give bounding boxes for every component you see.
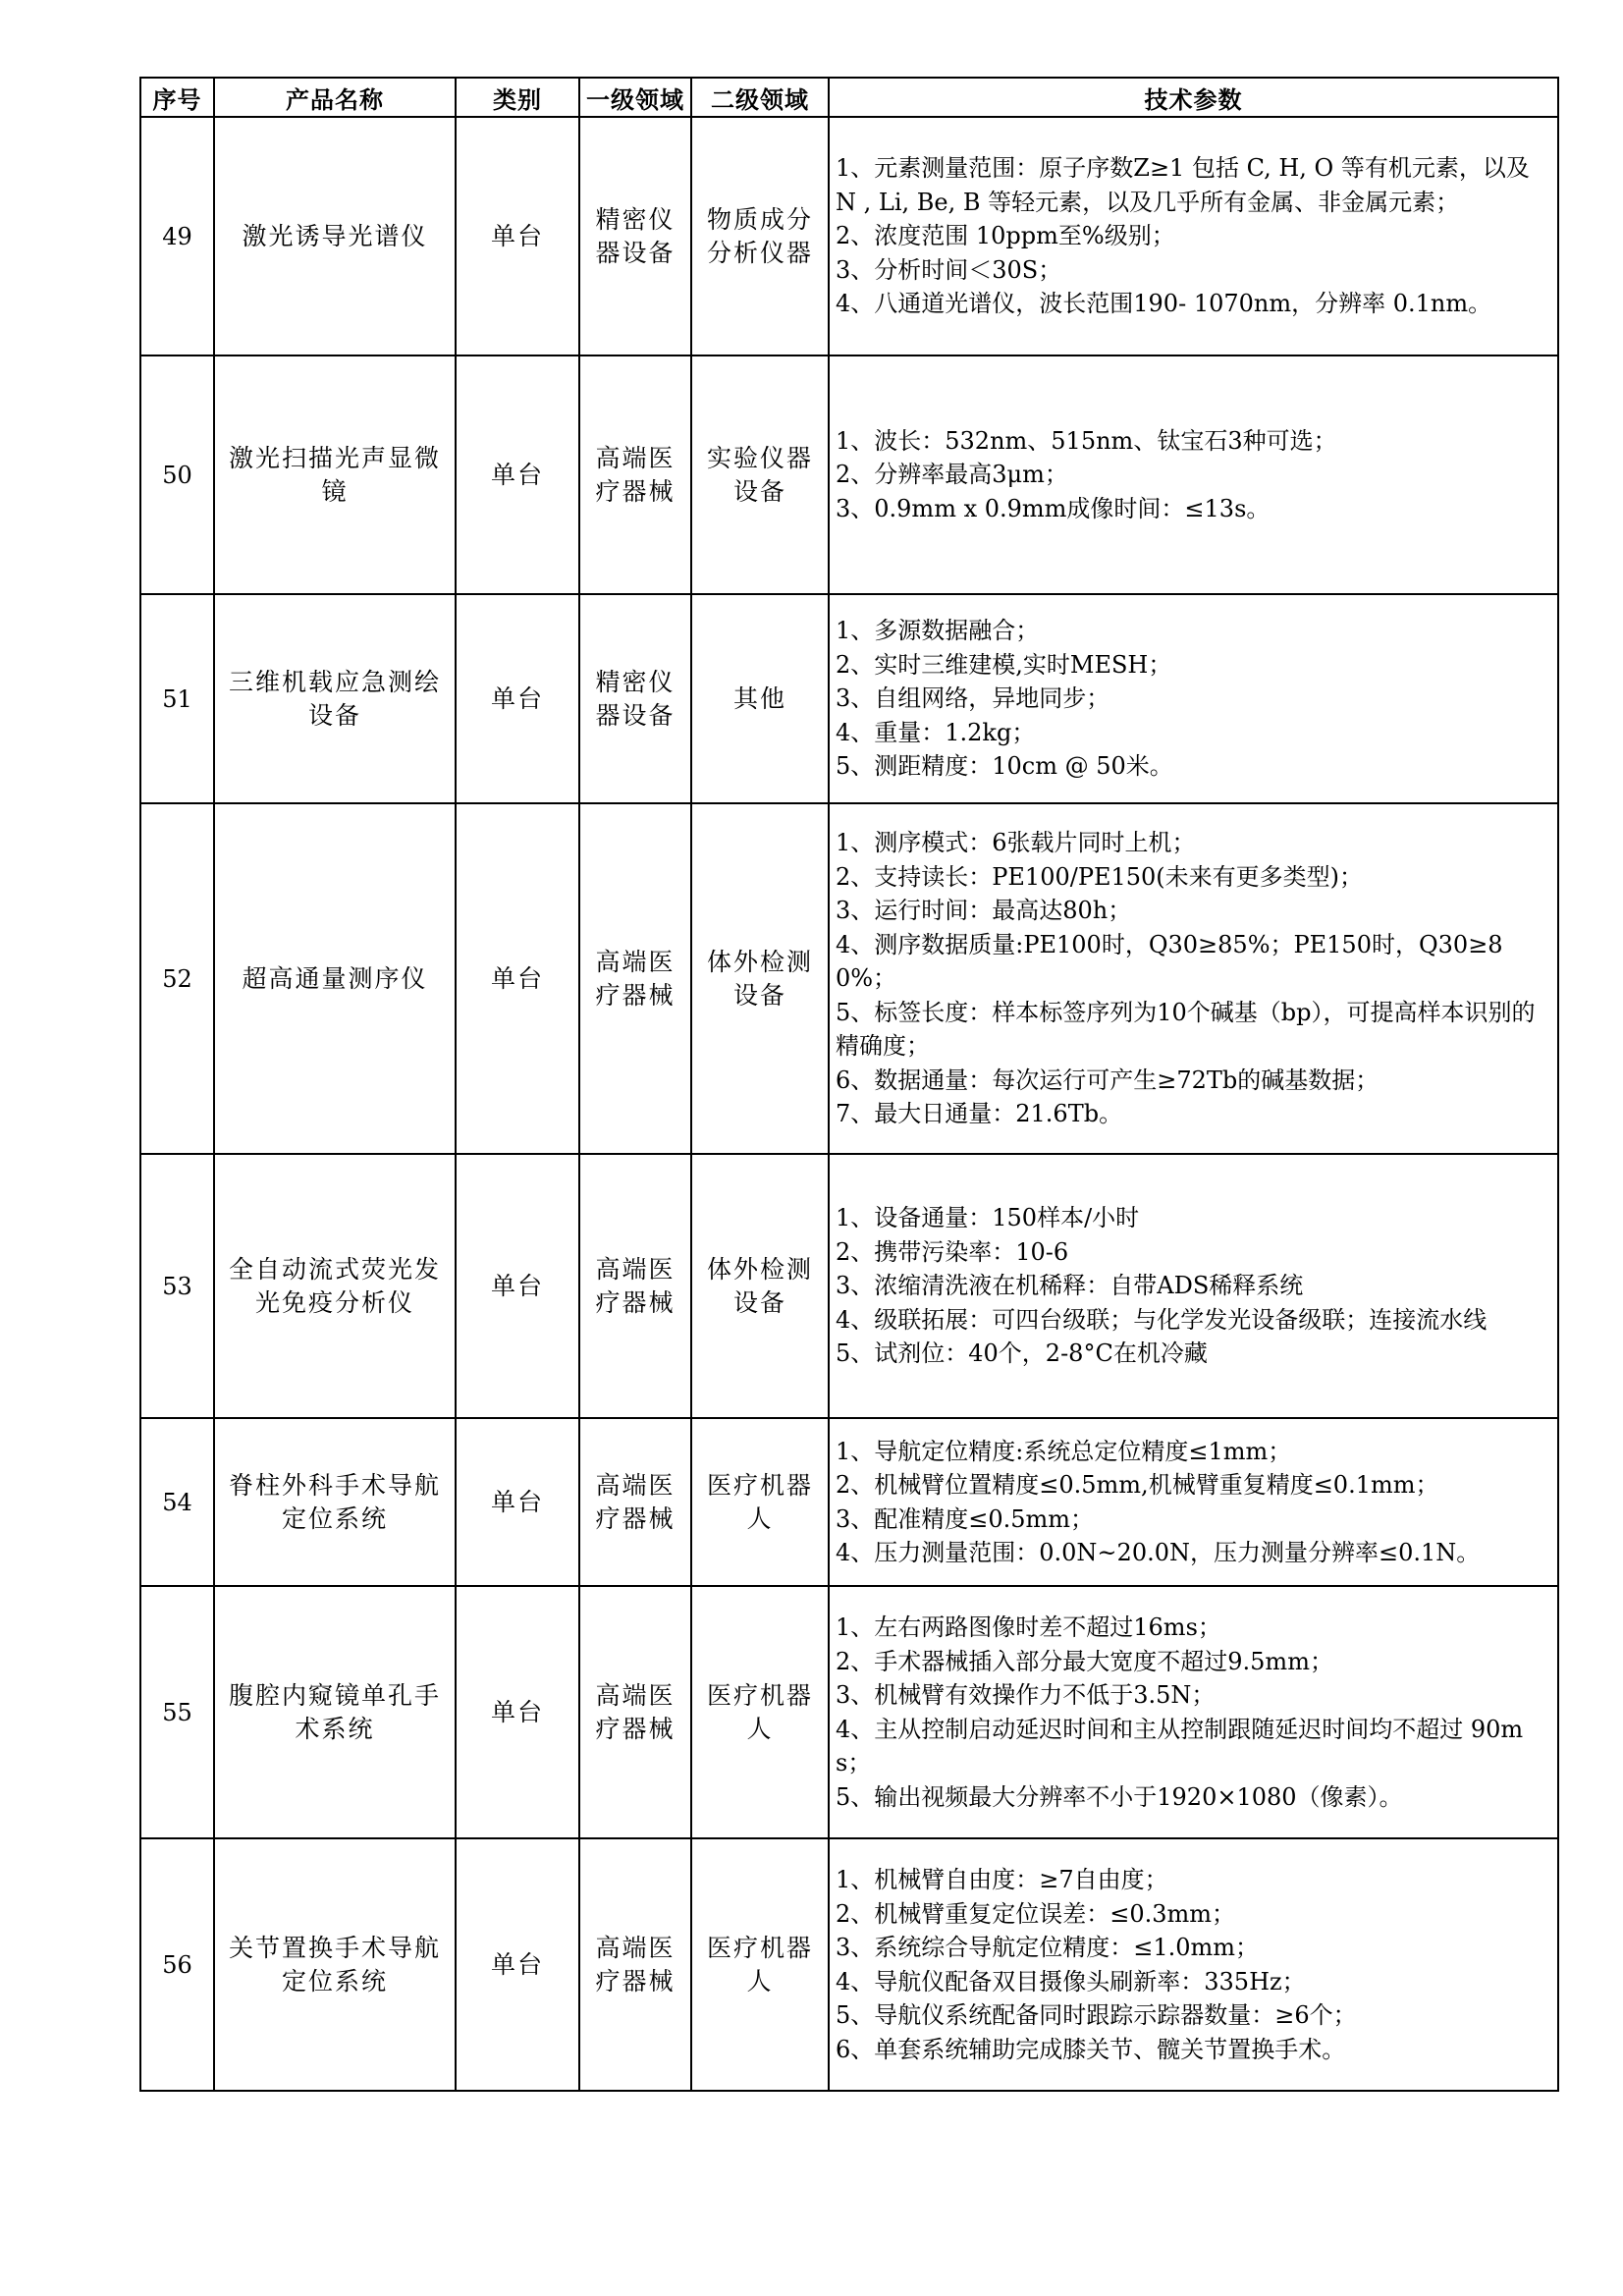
param-line: 3、机械臂有效操作力不低于3.5N；: [836, 1681, 1216, 1709]
level2-domain-cell: 物质成分分析仪器: [691, 117, 829, 355]
param-line: 4、重量：1.2kg；: [836, 718, 1036, 746]
param-line: 6、数据通量：每次运行可产生≥72Tb的碱基数据；: [836, 1066, 1380, 1094]
category-cell: 单台: [456, 355, 579, 594]
level1-domain-cell: 精密仪器设备: [579, 117, 691, 355]
header-category: 类别: [456, 78, 579, 117]
param-line: 6、单套系统辅助完成膝关节、髋关节置换手术。: [836, 2035, 1346, 2063]
param-line: 1、机械臂自由度：≥7自由度；: [836, 1866, 1168, 1893]
level1-domain-cell: 高端医疗器械: [579, 1838, 691, 2091]
product-name-cell: 脊柱外科手术导航定位系统: [214, 1418, 456, 1586]
table-row: [140, 355, 1558, 594]
param-line: 4、级联拓展：可四台级联；与化学发光设备级联；连接流水线: [836, 1305, 1488, 1334]
table-row: [140, 594, 1558, 803]
header-level1-domain: 一级领域: [579, 78, 691, 117]
param-line: 1、元素测量范围：原子序数Z≥1 包括 C, H, O 等有机元素，以及 N , Li, Be, B 等轻元素，以及几乎所有金属、非金属元素；: [836, 154, 1530, 216]
param-line: 2、分辨率最高3μm；: [836, 461, 1068, 489]
product-name-cell: 三维机载应急测绘设备: [214, 594, 456, 803]
category-cell: 单台: [456, 803, 579, 1154]
category-cell: 单台: [456, 1154, 579, 1418]
seq-cell: 55: [140, 1586, 214, 1838]
tech-params-cell: [829, 1418, 1558, 1586]
table-row: [140, 1586, 1558, 1838]
tech-params-cell: [829, 1586, 1558, 1838]
product-name-cell: 超高通量测序仪: [214, 803, 456, 1154]
level1-domain-cell: 精密仪器设备: [579, 594, 691, 803]
level2-domain-cell: 其他: [691, 594, 829, 803]
param-line: 1、测序模式：6张载片同时上机；: [836, 829, 1196, 857]
param-line: 5、测距精度：10cm @ 50米。: [836, 752, 1173, 781]
level2-domain-cell: 医疗机器人: [691, 1418, 829, 1586]
tech-params-cell: [829, 117, 1558, 355]
level2-domain-cell: 体外检测设备: [691, 1154, 829, 1418]
param-line: 5、试剂位：40个，2-8°C在机冷藏: [836, 1339, 1208, 1368]
seq-cell: 50: [140, 355, 214, 594]
param-line: 5、导航仪系统配备同时跟踪示踪器数量：≥6个；: [836, 2001, 1357, 2029]
seq-cell: 49: [140, 117, 214, 355]
param-line: 3、分析时间＜30S；: [836, 255, 1062, 284]
seq-cell: 54: [140, 1418, 214, 1586]
table-row: [140, 803, 1558, 1154]
category-cell: 单台: [456, 117, 579, 355]
product-name-cell: 激光扫描光声显微镜: [214, 355, 456, 594]
tech-params-cell: [829, 594, 1558, 803]
level2-domain-cell: 医疗机器人: [691, 1586, 829, 1838]
seq-cell: 56: [140, 1838, 214, 2091]
param-line: 1、设备通量：150样本/小时: [836, 1204, 1140, 1232]
param-line: 4、压力测量范围：0.0N~20.0N，压力测量分辨率≤0.1N。: [836, 1539, 1481, 1566]
product-name-cell: 关节置换手术导航定位系统: [214, 1838, 456, 2091]
seq-cell: 52: [140, 803, 214, 1154]
level1-domain-cell: 高端医疗器械: [579, 1418, 691, 1586]
param-line: 7、最大日通量：21.6Tb。: [836, 1100, 1123, 1128]
param-line: 4、主从控制启动延迟时间和主从控制跟随延迟时间均不超过 90ms；: [836, 1715, 1524, 1777]
param-line: 1、导航定位精度:系统总定位精度≤1mm；: [836, 1437, 1292, 1465]
tech-params-cell: [829, 355, 1558, 594]
seq-cell: 53: [140, 1154, 214, 1418]
param-line: 2、浓度范围 10ppm至%级别；: [836, 222, 1175, 250]
param-line: 2、手术器械插入部分最大宽度不超过9.5mm；: [836, 1647, 1333, 1675]
header-product-name: 产品名称: [214, 78, 456, 117]
category-cell: 单台: [456, 594, 579, 803]
header-seq: 序号: [140, 78, 214, 117]
table-body: [140, 117, 1558, 2091]
table-row: [140, 1838, 1558, 2091]
table-header-row: [140, 78, 1558, 117]
product-table: [139, 77, 1559, 2092]
param-line: 1、左右两路图像时差不超过16ms；: [836, 1613, 1221, 1641]
header-level2-domain: 二级领域: [691, 78, 829, 117]
param-line: 1、波长：532nm、515nm、钛宝石3种可选；: [836, 426, 1337, 455]
param-line: 5、输出视频最大分辨率不小于1920×1080（像素）。: [836, 1782, 1403, 1811]
level2-domain-cell: 体外检测设备: [691, 803, 829, 1154]
param-line: 1、多源数据融合；: [836, 617, 1040, 645]
param-line: 5、标签长度：样本标签序列为10个碱基（bp），可提高样本识别的精确度；: [836, 998, 1536, 1061]
param-line: 2、实时三维建模,实时MESH；: [836, 650, 1172, 679]
param-line: 3、配准精度≤0.5mm；: [836, 1504, 1095, 1533]
param-line: 2、支持读长：PE100/PE150(未来有更多类型)；: [836, 862, 1364, 891]
level1-domain-cell: 高端医疗器械: [579, 1586, 691, 1838]
category-cell: 单台: [456, 1418, 579, 1586]
tech-params-cell: [829, 803, 1558, 1154]
tech-params-cell: [829, 1838, 1558, 2091]
param-line: 4、导航仪配备双目摄像头刷新率：335Hz；: [836, 1967, 1306, 1995]
level1-domain-cell: 高端医疗器械: [579, 355, 691, 594]
param-line: 2、机械臂重复定位误差：≤0.3mm；: [836, 1899, 1236, 1928]
level2-domain-cell: 实验仪器设备: [691, 355, 829, 594]
table-row: [140, 117, 1558, 355]
table-row: [140, 1418, 1558, 1586]
category-cell: 单台: [456, 1586, 579, 1838]
category-cell: 单台: [456, 1838, 579, 2091]
table-row: [140, 1154, 1558, 1418]
product-name-cell: 全自动流式荧光发光免疫分析仪: [214, 1154, 456, 1418]
level1-domain-cell: 高端医疗器械: [579, 1154, 691, 1418]
param-line: 4、八通道光谱仪，波长范围190- 1070nm，分辨率 0.1nm。: [836, 290, 1492, 318]
level1-domain-cell: 高端医疗器械: [579, 803, 691, 1154]
header-tech-params: 技术参数: [829, 78, 1558, 117]
seq-cell: 51: [140, 594, 214, 803]
level2-domain-cell: 医疗机器人: [691, 1838, 829, 2091]
param-line: 3、0.9mm x 0.9mm成像时间：≤13s。: [836, 494, 1271, 522]
param-line: 3、系统综合导航定位精度：≤1.0mm；: [836, 1934, 1260, 1961]
param-line: 3、自组网络，异地同步；: [836, 684, 1110, 713]
param-line: 2、机械臂位置精度≤0.5mm,机械臂重复精度≤0.1mm；: [836, 1471, 1439, 1499]
tech-params-cell: [829, 1154, 1558, 1418]
param-line: 2、携带污染率：10-6: [836, 1237, 1069, 1266]
param-line: 3、浓缩清洗液在机稀释：自带ADS稀释系统: [836, 1272, 1304, 1300]
product-name-cell: 腹腔内窥镜单孔手术系统: [214, 1586, 456, 1838]
param-line: 3、运行时间：最高达80h；: [836, 897, 1132, 925]
product-name-cell: 激光诱导光谱仪: [214, 117, 456, 355]
param-line: 4、测序数据质量:PE100时，Q30≥85%；PE150时，Q30≥80%；: [836, 930, 1503, 993]
